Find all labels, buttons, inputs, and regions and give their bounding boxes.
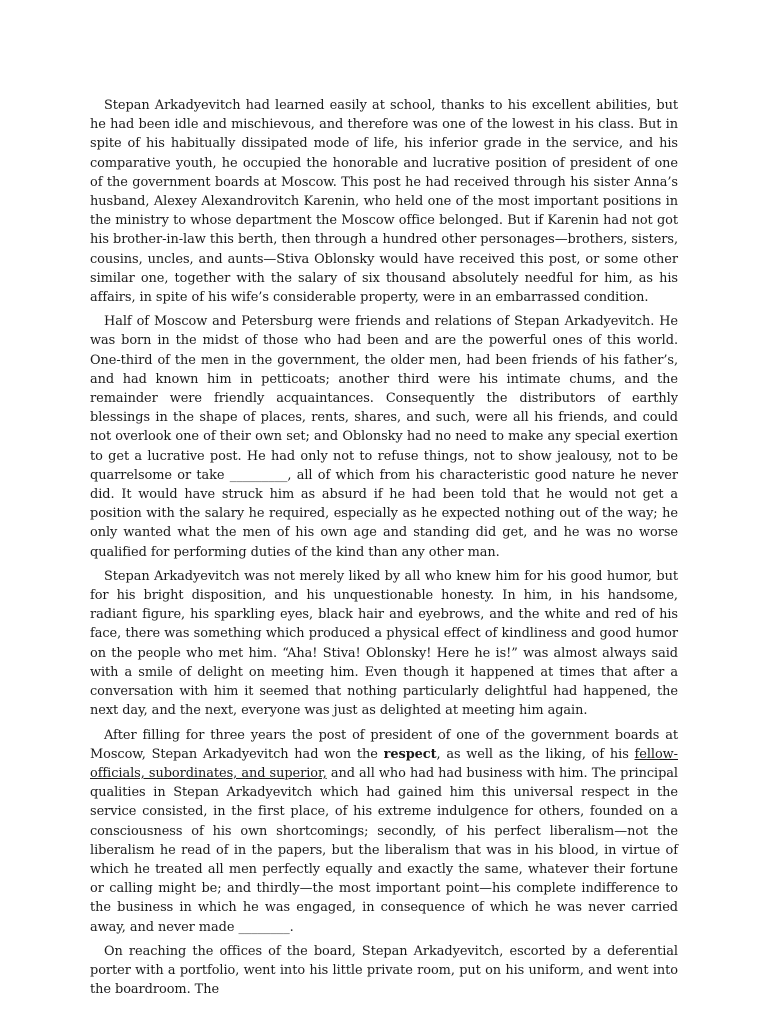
paragraph-3: Stepan Arkadyevitch was not merely liked by all who knew him for his good humor, but for his bright disposition, and his unquestionable honesty. In him, in his handsome, radiant figure, his sparkling eyes, black hair and eyebrows, and the white and red of his face, there was something which produced a physical effect of kindliness and good humor on the people who met him. “Aha! Stiva! Oblonsky! Here he is!” was almost always said with a smile of delight on meeting him. Even though it happened at times that after a conversation with him it seemed that nothing particularly delightful had happened, the next day, and the next, everyone was just as delighted at meeting him again. <box>90 568 678 719</box>
paragraph-4-text-c: and all who had had business with him. The principal qualities in Stepan Arkadyevitch which had gained him this universal respect in the service consisted, in the first place, of his extreme indulgence for others, founded on a consciousness of his own shortcomings; secondly, of his perfect liberalism—not the liberalism he read of in the papers, but the liberalism that was in his blood, in virtue of which he treated all men perfectly equally and exactly the same, whatever their fortune or calling might be; and thirdly—the most important point—his complete indifference to the business in which he was engaged, in consequence of which he was never carried away, and never made <box>90 765 678 935</box>
paragraph-4-text-a: After filling for three years the post of president of one of the government boards at Moscow, Stepan Arkadyevitch had won the <box>90 727 678 762</box>
paragraph-1: Stepan Arkadyevitch had learned easily at school, thanks to his excellent abilities, but he had been idle and mischievous, and therefore was one of the lowest in his class. But in spite of his habitually dissipated mode of life, his inferior grade in the service, and his comparative youth, he occupied the honorable and lucrative position of president of one of the government boards at Moscow. This post he had received through his sister Anna’s husband, Alexey Alexandrovitch Karenin, who held one of the most important positions in the ministry to whose department the Moscow office belonged. But if Karenin had not got his brother-in-law this berth, then through a hundred other personages—brothers, sisters, cousins, uncles, and aunts—Stiva Oblonsky would have received this post, or some other similar one, together with the salary of six thousand absolutely needful for him, as his affairs, in spite of his wife’s considerable property, were in an embarrassed condition. <box>90 98 678 306</box>
paragraph-2 <box>90 312 678 562</box>
underlined-phrase: fellow-officials, subordinates, and superior, <box>90 746 678 781</box>
fill-in-blank: _________ <box>229 467 288 483</box>
paragraph-4-text-b: , as well as the liking, of his <box>436 746 629 762</box>
paragraph-4-end: . <box>289 919 294 935</box>
paragraph-4 <box>90 726 678 937</box>
document-page <box>90 96 678 1004</box>
bold-word: respect <box>383 746 437 762</box>
paragraph-2-text-b: , all of which from his characteristic good nature he never did. It would have struck him as absurd if he had been told that he would not get a position with the salary he required, especially as he expected nothing out of the way; he only wanted what the men of his own age and standing did get, and he was no worse qualified for performing duties of the kind than any other man. <box>90 467 678 560</box>
paragraph-2-text-a: Half of Moscow and Petersburg were friends and relations of Stepan Arkadyevitch. He was born in the midst of those who had been and are the powerful ones of this world. One-third of the men in the government, the older men, had been friends of his father’s, and had known him in petticoats; another third were his intimate chums, and the remainder were friendly acquaintances. Consequently the distributors of earthly blessings in the shape of places, rents, shares, and such, were all his friends, and could not overlook one of their own set; and Oblonsky had no need to make any special exertion to get a lucrative post. He had only not to refuse things, not to show jealousy, not to be quarrelsome or take <box>90 314 678 483</box>
paragraph-5: On reaching the offices of the board, Stepan Arkadyevitch, escorted by a deferential porter with a portfolio, went into his little private room, put on his uniform, and went into the boardroom. The <box>90 943 678 998</box>
fill-in-blank: ________ <box>238 919 290 935</box>
